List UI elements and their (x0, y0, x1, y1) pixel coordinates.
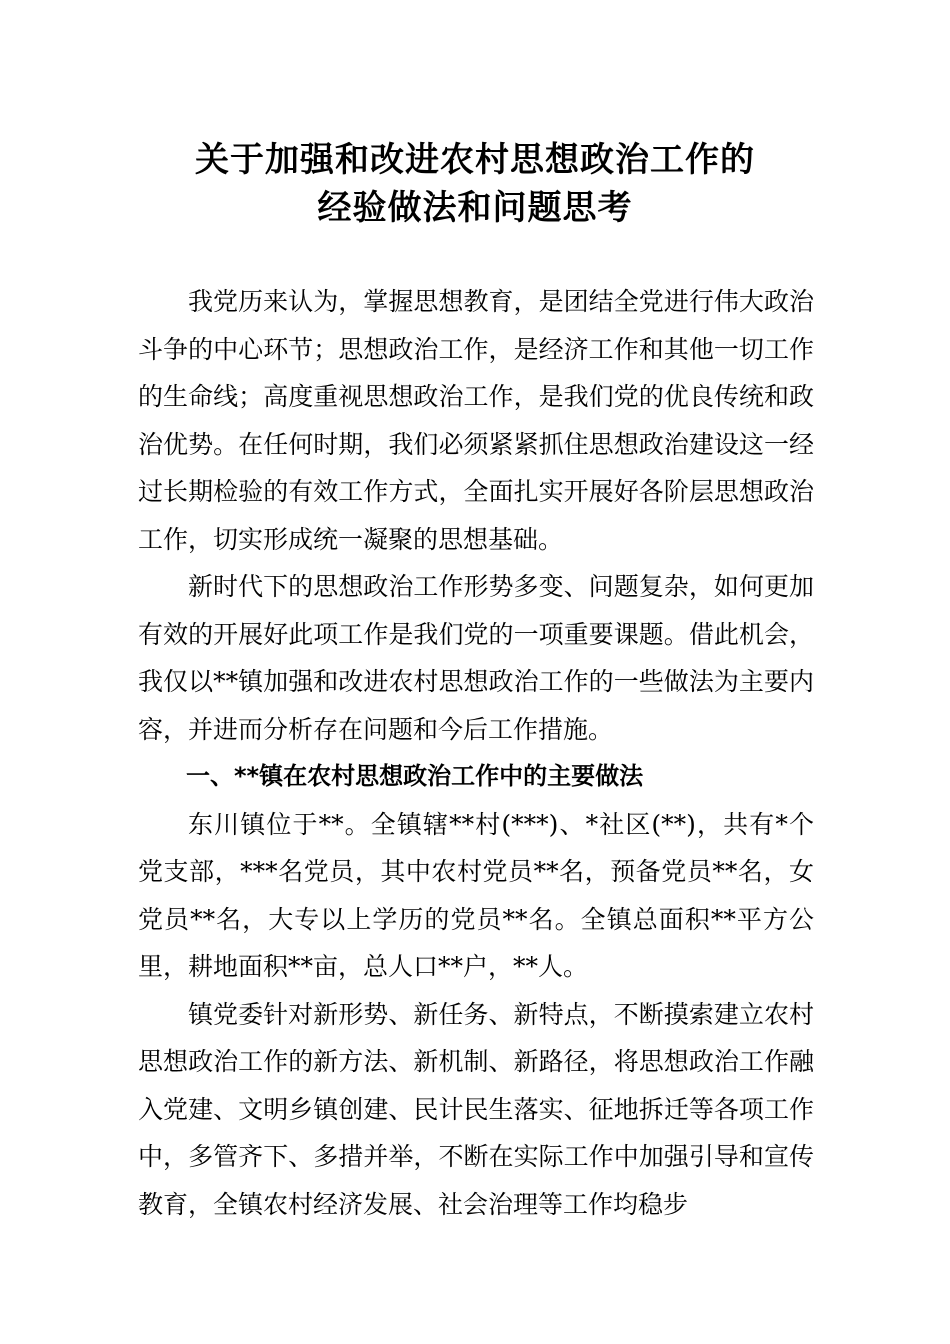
document-title-line-2: 经验做法和问题思考 (317, 188, 633, 228)
document-body (138, 278, 814, 1228)
paragraph-intro: 我党历来认为，掌握思想教育，是团结全党进行伟大政治斗争的中心环节；思想政治工作，是经济工作和其他一切工作的生命线；高度重视思想政治工作，是我们党的优良传统和政治优势。在任何时期，我们必须紧紧抓住思想政治建设这一经过长期检验的有效工作方式，全面扎实开展好各阶层思想政治工作，切实形成统一凝聚的思想基础。 (138, 287, 814, 554)
document-title-line-1: 关于加强和改进农村思想政治工作的 (195, 140, 755, 180)
paragraph-party-committee: 镇党委针对新形势、新任务、新特点，不断摸索建立农村思想政治工作的新方法、新机制、新路径，将思想政治工作融入党建、文明乡镇创建、民计民生落实、征地拆迁等各项工作中，多管齐下、多措并举，不断在实际工作中加强引导和宣传教育，全镇农村经济发展、社会治理等工作均稳步 (138, 999, 814, 1219)
section-heading-1: 一、**镇在农村思想政治工作中的主要做法 (186, 762, 644, 790)
paragraph-context: 新时代下的思想政治工作形势多变、问题复杂，如何更加有效的开展好此项工作是我们党的一项重要课题。借此机会，我仅以**镇加强和改进农村思想政治工作的一些做法为主要内容，并进而分析存在问题和今后工作措施。 (138, 572, 814, 744)
paragraph-town-overview: 东川镇位于**。全镇辖**村(***)、*社区(**)，共有*个党支部，***名党员，其中农村党员**名，预备党员**名，女党员**名，大专以上学历的党员**名。全镇总面积**平方公里，耕地面积**亩，总人口**户，**人。 (138, 809, 814, 981)
